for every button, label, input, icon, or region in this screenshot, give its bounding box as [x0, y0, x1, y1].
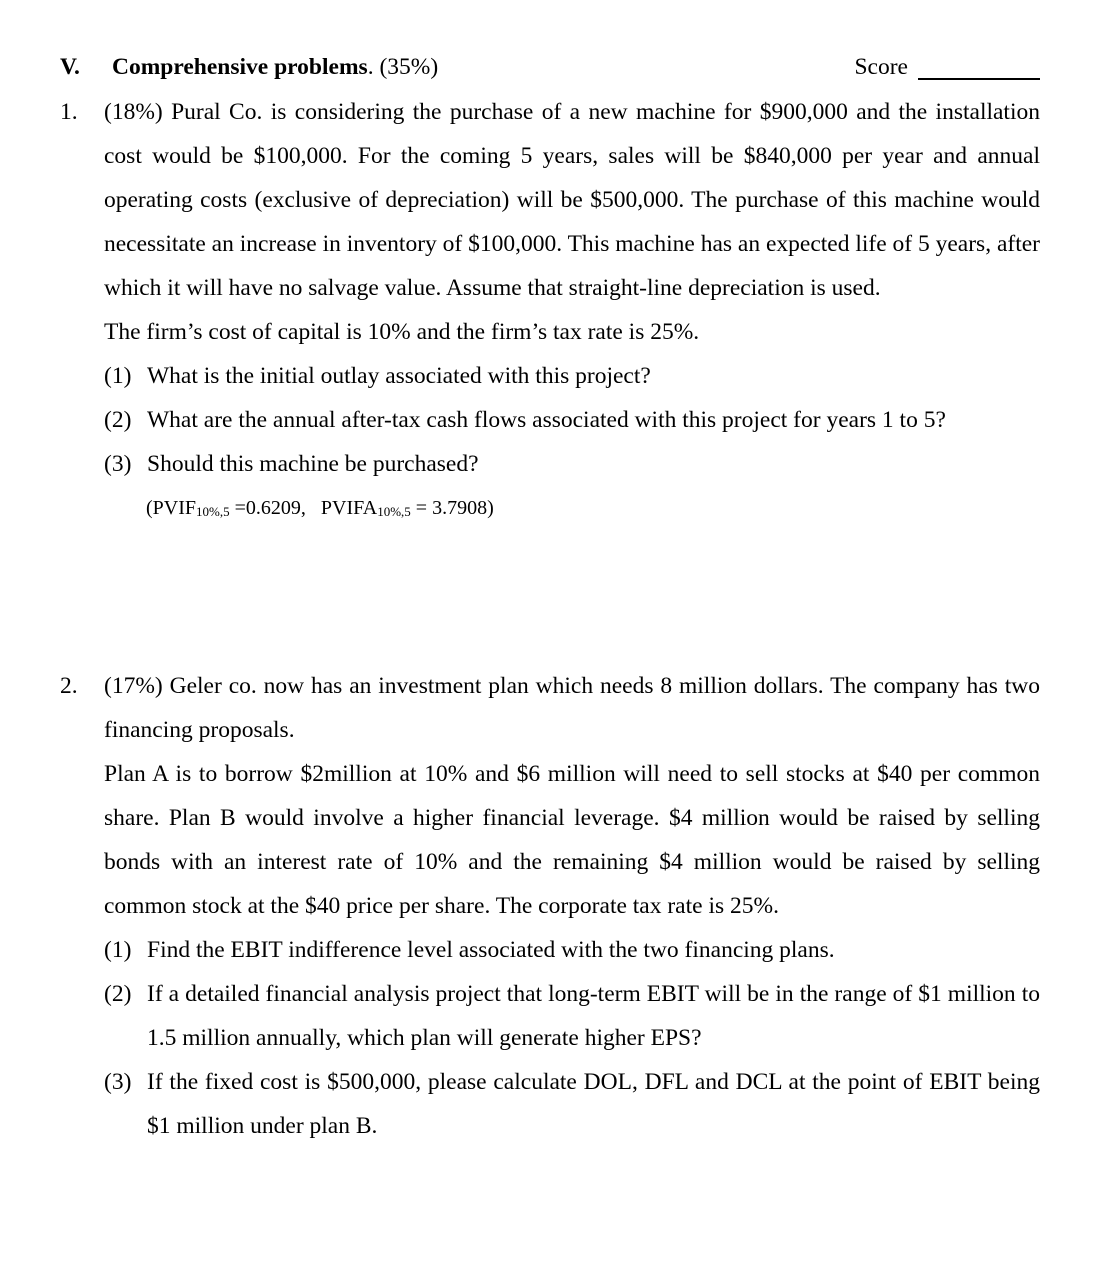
- financing-plans-description: Plan A is to borrow $2million at 10% and $6 million will need to sell stocks at $40 per common share. Plan B would involve a higher financial leverage. $4 million would be raised by selling bonds with an interest rate of 10% and the remaining $4 million would be raised by selling common stock at the $40 price per share. The corporate tax rate is 25%.: [104, 761, 1040, 919]
- sub-question-number: (2): [104, 407, 132, 433]
- section-number: V.: [60, 54, 80, 80]
- sub-question-text: What are the annual after-tax cash flows associated with this project for years 1 to 5?: [147, 407, 946, 433]
- question-body: [104, 90, 1040, 530]
- question-number: 1.: [60, 99, 78, 125]
- sub-question-2: [104, 398, 1040, 442]
- question-number: 2.: [60, 673, 78, 699]
- sub-question-number: (3): [104, 1069, 132, 1095]
- sub-question-number: (1): [104, 937, 132, 963]
- section-title: [112, 45, 438, 89]
- score-blank-line: [918, 78, 1040, 80]
- question-1: [60, 90, 1040, 530]
- question-body: [104, 664, 1040, 1148]
- section-title-bold: Comprehensive problems: [112, 54, 368, 80]
- question-2: [60, 664, 1040, 1148]
- sub-question-1: [104, 354, 1040, 398]
- sub-question-number: (1): [104, 363, 132, 389]
- cost-of-capital-line: The firm’s cost of capital is 10% and the firm’s tax rate is 25%.: [104, 319, 700, 345]
- sub-question-1: [104, 928, 1040, 972]
- section-title-weight: . (35%): [367, 54, 439, 80]
- sub-question-3: [104, 442, 1040, 486]
- sub-question-number: (2): [104, 981, 132, 1007]
- section-header: [60, 45, 1040, 89]
- sub-question-text: Should this machine be purchased?: [147, 451, 479, 477]
- sub-question-text: What is the initial outlay associated with this project?: [147, 363, 651, 389]
- sub-question-text: If a detailed financial analysis project that long-term EBIT will be in the range of $1 million to 1.5 million annually, which plan will generate higher EPS?: [147, 981, 1040, 1051]
- sub-question-2: [104, 972, 1040, 1060]
- sub-question-text: If the fixed cost is $500,000, please calculate DOL, DFL and DCL at the point of EBIT being $1 million under plan B.: [147, 1069, 1040, 1139]
- pv-factors-note: ($PVIF_{10\%,5} =0.6209$, $PVIFA_{10\%,5} = 3.7908$): [146, 497, 494, 519]
- sub-question-3: [104, 1060, 1040, 1148]
- score-field: [854, 45, 1040, 89]
- sub-question-number: (3): [104, 451, 132, 477]
- score-label: Score: [854, 54, 908, 80]
- question-intro: (17%) Geler co. now has an investment plan which needs 8 million dollars. The company has two financing proposals.: [104, 673, 1040, 743]
- question-intro: (18%) Pural Co. is considering the purchase of a new machine for $900,000 and the installation cost would be $100,000. For the coming 5 years, sales will be $840,000 per year and annual operating costs (exclusive of depreciation) will be $500,000. The purchase of this machine would necessitate an increase in inventory of $100,000. This machine has an expected life of 5 years, after which it will have no salvage value. Assume that straight-line depreciation is used.: [104, 99, 1040, 301]
- sub-question-text: Find the EBIT indifference level associated with the two financing plans.: [147, 937, 835, 963]
